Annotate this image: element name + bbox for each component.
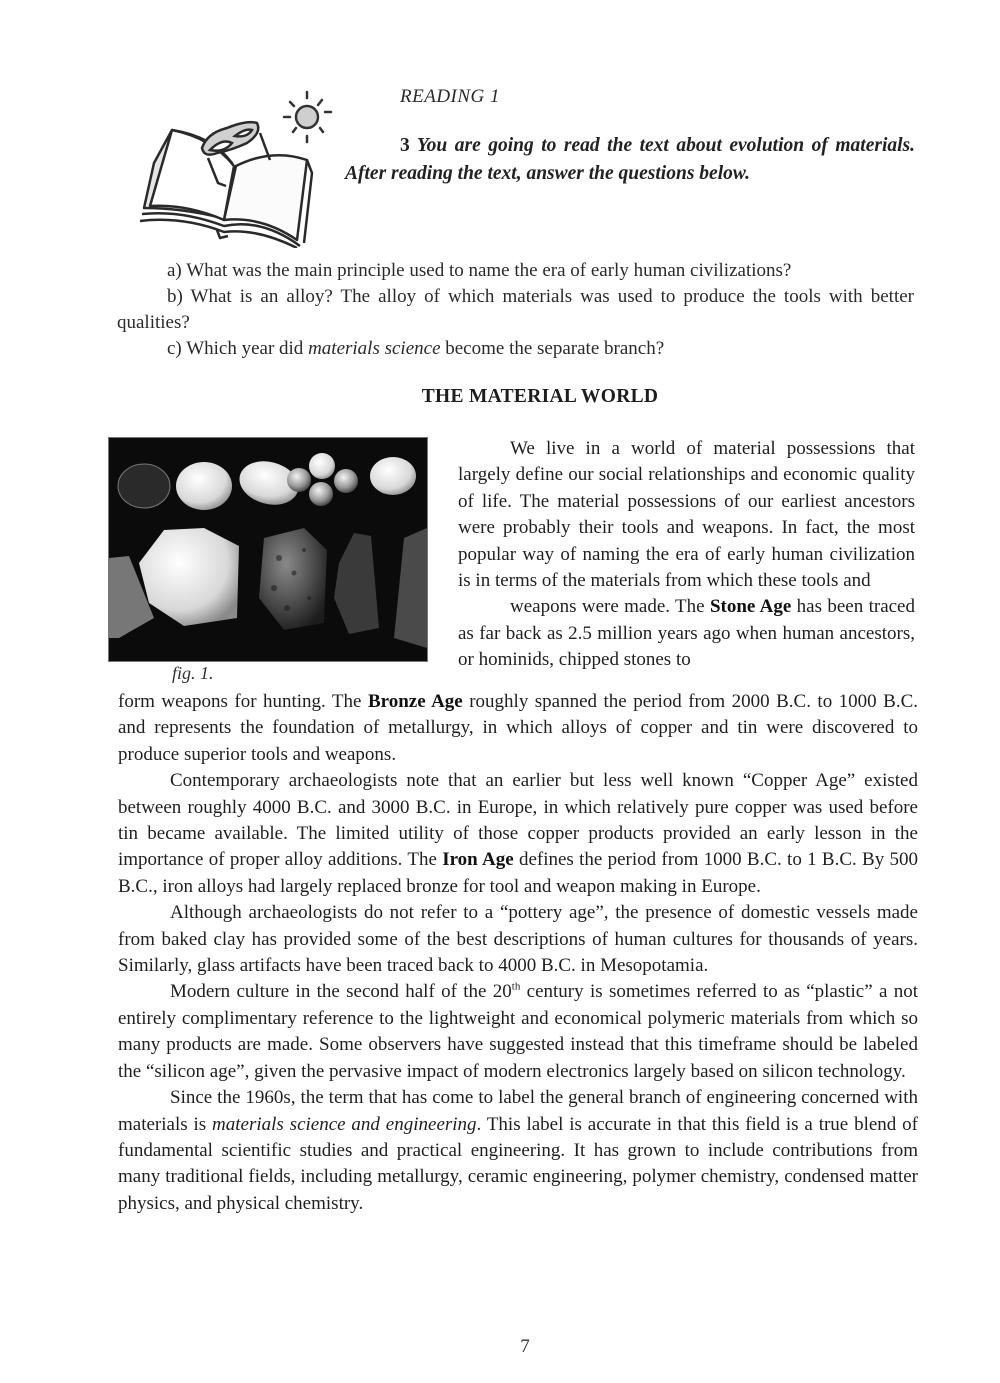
- question-text: What is an alloy? The alloy of which materials was used to produce the tools with better qualities?: [117, 286, 914, 333]
- question-label: a): [167, 260, 182, 281]
- paragraph-stone-age: [458, 594, 915, 673]
- article-heading: THE MATERIAL WORLD: [421, 386, 659, 407]
- text-span: Since the 1960s, the term that has come to label the general branch of engineering concerned with materials is: [118, 1087, 918, 1135]
- paragraph-pottery: Although archaeologists do not refer to a “pottery age”, the presence of domestic vessels made from baked clay has provided some of the best descriptions of human cultures for thousands of years. Similarly, glass artifacts have been traced back to 4000 B.C. in Mesopotamia.: [118, 902, 918, 977]
- paragraph-intro: We live in a world of material possessions that largely define our social relationships and economic quality of life. The material possessions of our earliest ancestors were probably their tools and weapons. In fact, the most popular way of naming the era of early human civilization is in terms of the materials from which these tools and: [458, 438, 915, 592]
- question-list: [117, 258, 914, 362]
- intro-column: [458, 436, 915, 674]
- question-b: [117, 284, 914, 336]
- text-span: Contemporary archaeologists note that an earlier but less well known “Copper Age” existed between roughly 4000 B.C. and 3000 B.C. in Europe, in which relatively pure copper was used before tin became available. The limited utility of those copper products provided an early lesson in the importance of proper alloy additions. The: [118, 770, 918, 871]
- task-text: You are going to read the text about evolution of materials. After reading the text, answer the questions below.: [345, 135, 915, 184]
- question-label: b): [167, 286, 183, 307]
- article-body: [118, 689, 918, 1217]
- question-label: c): [167, 338, 182, 359]
- open-book-with-glasses-and-sun-icon: [132, 78, 357, 248]
- sun-icon: [284, 92, 331, 142]
- superscript: th: [511, 981, 521, 994]
- text-span: . This label is accurate in that this field is a true blend of fundamental scientific studies and practical engineering. It has grown to include contributions from many traditional fields, including metallurgy, ceramic engineering, polymer chemistry, condensed matter physics, and physical chemistry.: [118, 1113, 918, 1214]
- section-title: READING 1: [400, 86, 501, 107]
- question-c: [117, 336, 914, 362]
- text-span: roughly spanned the period from 2000 B.C. to 1000 B.C. and represents the foundation of metallurgy, in which alloys of copper and tin were discovered to produce superior tools and weapons.: [118, 691, 918, 765]
- figure-photo-stones: [108, 437, 428, 662]
- stones-photo: [109, 438, 427, 661]
- text-span: weapons were made. The: [510, 596, 710, 618]
- question-text: What was the main principle used to name the era of early human civilizations?: [186, 260, 792, 281]
- page-number: 7: [520, 1336, 530, 1357]
- term-iron-age: Iron Age: [442, 849, 514, 871]
- text-span: Modern culture in the second half of the 20: [170, 981, 512, 1003]
- paragraph-plastic: [118, 979, 918, 1085]
- text-span: defines the period from 1000 B.C. to 1 B.C. By 500 B.C., iron alloys had largely replaced bronze for tool and weapon making in Europe.: [118, 849, 918, 897]
- paragraph-materials-science: [118, 1085, 918, 1217]
- question-text: become the separate branch?: [440, 338, 665, 359]
- task-number: 3: [400, 135, 410, 156]
- text-span: has been traced as far back as 2.5 million years ago when human ancestors, or hominids, chipped stones to: [458, 596, 915, 671]
- task-instruction: [345, 132, 915, 188]
- term-bronze-age: Bronze Age: [367, 691, 463, 712]
- question-a: [117, 258, 914, 284]
- paragraph-copper-age: [118, 768, 918, 900]
- term-stone-age: Stone Age: [709, 596, 792, 618]
- question-text: Which year did: [186, 338, 309, 359]
- paragraph-bronze-age: [118, 689, 918, 768]
- figure-caption: fig. 1.: [172, 663, 214, 683]
- text-span: form weapons for hunting. The: [118, 691, 368, 712]
- text-span: century is sometimes referred to as “plastic” a not entirely complimentary reference to the lightweight and economical polymeric materials from which so many products are made. Some observers have suggested instead that this timeframe should be labeled the “silicon age”, given the pervasive impact of modern electronics largely based on silicon technology.: [118, 981, 919, 1082]
- question-emphasis: materials science: [308, 338, 441, 359]
- term-materials-science: materials science and engineering: [212, 1113, 477, 1135]
